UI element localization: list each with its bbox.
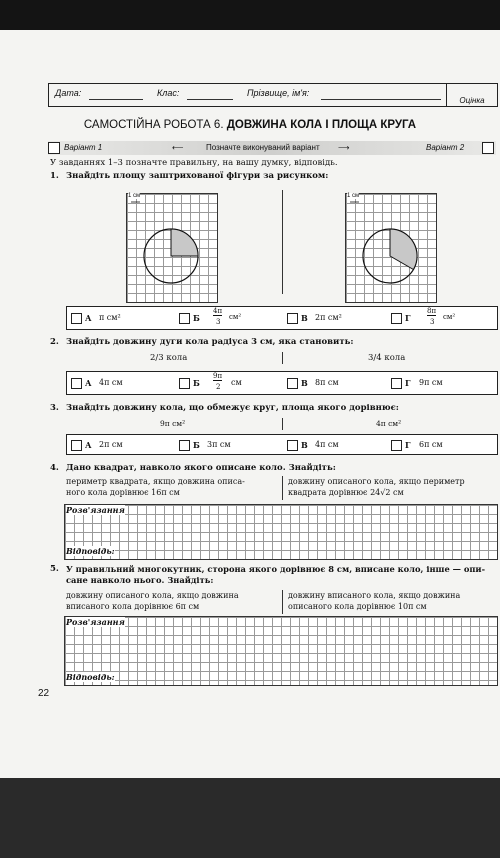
task2-separator [282,352,283,364]
task3-number: 3. [50,403,59,413]
task3-text: Знайдіть довжину кола, що обмежує круг, площа якого дорівнює: [66,403,399,413]
task5-answer-label: Відповідь: [66,672,115,682]
task3-right-condition: 4π см² [376,419,402,428]
task2-left-condition: 2/3 кола [150,353,188,363]
answer-checkbox[interactable] [287,440,298,451]
task5-left-condition: довжину описаного кола, якщо довжина вписаного кола дорівнює 6π см [66,591,239,611]
task4-answer-label: Відповідь: [66,546,115,556]
task5-solution-grid[interactable] [64,616,498,686]
date-label: Дата: [55,88,82,98]
task5-number: 5. [50,564,59,574]
surname-line[interactable] [321,99,441,100]
task1-number: 1. [50,171,59,181]
surname-label: Прізвище, ім'я: [247,88,310,98]
instructions: У завданнях 1–3 позначте правильну, на вашу думку, відповідь. [50,158,338,168]
arrow-right-icon: ⟶ [338,143,350,152]
bottom-bezel [0,778,500,858]
variant-instruction: Позначте виконуваний варіант [206,143,320,152]
arrow-left-icon: ⟵ [172,143,184,152]
header-fields [48,83,498,107]
variant-2-checkbox[interactable] [482,142,494,154]
variant-separator [282,190,283,294]
task4-right-condition: довжину описаного кола, якщо периметр квадрата дорівнює 24√2 см [288,477,465,497]
title-prefix: САМОСТІЙНА РОБОТА 6. [83,119,224,131]
answer-checkbox[interactable] [71,378,82,389]
page-number: 22 [38,688,50,699]
task4-left-condition: периметр квадрата, якщо довжина описа- ного кола дорівнює 16π см [66,477,245,497]
task5-text: У правильний многокутник, сторона якого дорівнює 8 см, вписане коло, інше — опи- сане навколо нього. Знайдіть: [66,564,486,585]
answer-checkbox[interactable] [391,378,402,389]
score-box [446,84,497,106]
task1-text: Знайдіть площу заштрихованої фігури за рисунком: [66,171,329,181]
class-label: Клас: [157,88,180,98]
task1-answers: А π см² Б 4π 3 см² В 2π см² Г 8π 3 см² [66,306,498,330]
answer-checkbox[interactable] [179,313,190,324]
task2-text: Знайдіть довжину дуги кола радіуса 3 см, яка становить: [66,337,354,347]
title-main: ДОВЖИНА КОЛА І ПЛОЩА КРУГА [226,119,417,131]
answer-checkbox[interactable] [71,440,82,451]
answer-checkbox[interactable] [179,378,190,389]
task4-solution-label: Розв'язання [66,505,125,515]
task4-text: Дано квадрат, навколо якого описане коло. Знайдіть: [66,463,336,473]
page-title [0,119,500,131]
task3-left-condition: 9π см² [160,419,186,428]
scale-label-variant1: 1 см [128,193,141,199]
worksheet-page [0,30,500,778]
answer-checkbox[interactable] [287,378,298,389]
variant-bar [48,141,496,155]
task4-solution-grid[interactable] [64,504,498,560]
task1-circle-variant1 [126,193,218,303]
variant-2-label: Варіант 2 [426,143,465,152]
task3-answers: А 2π см Б 3π см В 4π см Г 6π см [66,434,498,455]
variant-1-checkbox[interactable] [48,142,60,154]
task2-number: 2. [50,337,59,347]
task4-number: 4. [50,463,59,473]
task2-right-condition: 3/4 кола [368,353,406,363]
answer-checkbox[interactable] [287,313,298,324]
answer-checkbox[interactable] [391,313,402,324]
task2-answers: А 4π см Б 9π 2 см В 8π см Г 9π см [66,371,498,395]
task5-solution-label: Розв'язання [66,617,125,627]
class-line[interactable] [187,99,233,100]
task1-circle-variant2 [345,193,437,303]
scale-label-variant2: 1 см [347,193,360,199]
date-line[interactable] [89,99,143,100]
answer-checkbox[interactable] [71,313,82,324]
score-label: Оцінка [459,96,485,105]
task5-right-condition: довжину вписаного кола, якщо довжина описаного кола дорівнює 10π см [288,591,461,611]
variant-1-label: Варіант 1 [64,143,103,152]
task4-separator [282,476,283,500]
task5-separator [282,590,283,614]
top-bezel [0,0,500,30]
task3-separator [282,418,283,430]
answer-checkbox[interactable] [179,440,190,451]
answer-checkbox[interactable] [391,440,402,451]
